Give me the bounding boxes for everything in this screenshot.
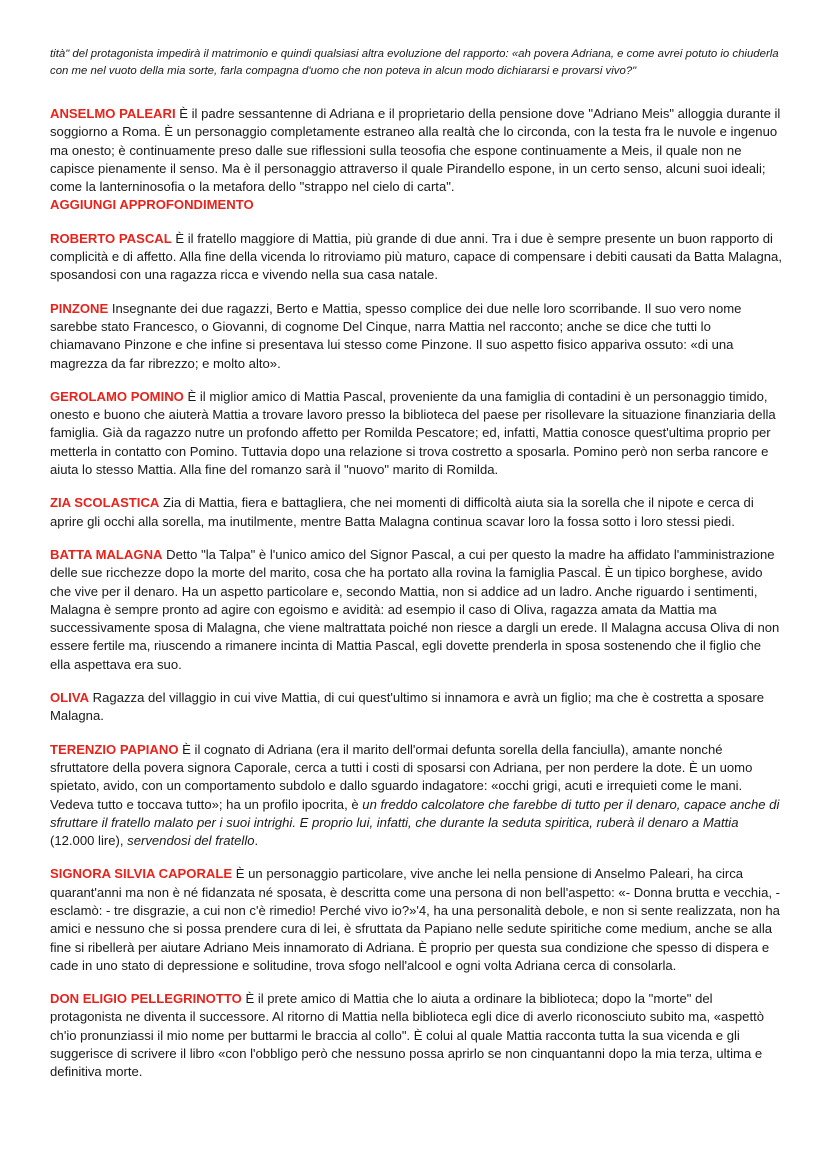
character-description: È un personaggio particolare, vive anche lei nella pensione di Anselmo Paleari, ha circa quarant'anni ma non è né fidanzata né sposata, è descritta come una persona di non bell'aspetto: «- Donna brutta e vecchia, - esclamò: - tre disgrazie, a cui non c'è rimedio! Perché vivo io?»'4, ha una personalità debole, e non si sente realizzata, non ha amici e nessuno che si possa prendere cura di lei, è sfruttata da Papiano nelle sedute spiritiche come medium, anche se alla fine si ribellerà per aiutare Adriano Meis innamorato di Adriana. È proprio per questa sua condizione che spesso di dispera e cade in uno stato di depressione e solitudine, trova sfogo nell'alcool e ogni volta Adriana cerca di consolarla. (50, 866, 780, 973)
italic-phrase: servendosi del fratello (127, 833, 255, 849)
character-description: È il miglior amico di Mattia Pascal, proveniente da una famiglia di contadini è un personaggio timido, onesto e buono che aiuterà Mattia a trovare lavoro presso la biblioteca del paese per risollevare la situazione finanziaria della famiglia. Già da ragazzo nutre un profondo affetto per Romilda Pescatore; ed, infatti, Mattia conosce quest'ultima proprio per metterla in contatto con Pomino. Tuttavia dopo una relazione si trova costretto a sposarla. Pomino però non serba rancore e aiuta lo stesso Mattia. Alla fine del romanzo sarà il "nuovo" marito di Romilda. (50, 388, 776, 478)
character-name: PINZONE (50, 300, 109, 316)
entry-oliva (50, 689, 784, 726)
character-description: È il fratello maggiore di Mattia, più grande di due anni. Tra i due è sempre presente un buon rapporto di complicità e di affetto. Alla fine della vicenda lo ritroviamo più maturo, capace di compensare i debiti causati da Batta Malagna, sposandosi con una ragazza ricca e vivendo nella sua casa natale. (50, 230, 782, 283)
character-name: ANSELMO PALEARI (50, 106, 176, 121)
entry-zia-scolastica (50, 494, 784, 531)
character-name: SIGNORA SILVIA CAPORALE (50, 866, 233, 882)
character-name: ROBERTO PASCAL (50, 230, 172, 246)
character-description: È il cognato di Adriana (era il marito dell'ormai defunta sorella della fanciulla), amante nonché sfruttatore della povera signora Caporale, cerca a tutti i costi di sposarsi con Adriana, per non perdere la dote. È un uomo spietato, avido, con un comportamento subdolo e dallo sguardo indagatore: «occhi grigi, acuti e irrequieti come le mani. Vedeva tutto e toccava tutto»; ha un profilo ipocrita, è (50, 741, 753, 812)
character-description-cont: (12.000 lire), (50, 833, 128, 849)
character-description: Zia di Mattia, fiera e battagliera, che nei momenti di difficoltà aiuta sia la sorella che il nipote e cerca di aprire gli occhi alla sorella, ma inutilmente, mentre Batta Malagna continua scavar loro la fossa sotto i loro stessi piedi. (50, 495, 754, 529)
intro-paragraph: tità" del protagonista impedirà il matrimonio e quindi qualsiasi altra evoluzione del rapporto: «ah povera Adriana, e come avrei potuto io chiuderla con me nel vuoto della mia sorte, farla compagna d'uomo che non poteva in alcun modo dichiararsi e provarsi vivo?" (50, 48, 779, 77)
character-name: DON ELIGIO PELLEGRINOTTO (50, 991, 242, 1007)
character-name: BATTA MALAGNA (50, 546, 163, 562)
entry-terenzio-papiano (50, 741, 784, 851)
character-description: Detto "la Talpa" è l'unico amico del Signor Pascal, a cui per questo la madre ha affidato l'amministrazione delle sue ricchezze dopo la morte del marito, cosa che ha portato alla rovina la famiglia Pascal. È un tipico borghese, avido che vive per il denaro. Ha un aspetto particolare e, secondo Mattia, non si addice ad un ladro. Anche riguardo i sentimenti, Malagna è sempre pronto ad agire con egoismo e avidità: ad esempio il caso di Oliva, ragazza amata da Mattia ma successivamente sposa di Malagna, che viene maltrattata poiché non riesce a dargli un erede. Il Malagna accusa Oliva di non essere fertile ma, riuscendo a rimanere incinta di Mattia Pascal, egli dovette prenderla in sposa sostenendo che il figlio che ella aspettava era suo. (50, 546, 780, 672)
entry-anselmo-paleari (50, 105, 784, 215)
character-description: Insegnante dei due ragazzi, Berto e Mattia, spesso complice dei due nelle loro scorribande. Il suo vero nome sarebbe stato Francesco, o Giovanni, di cognome Del Cinque, narra Mattia nel racconto; anche se dice che tutti lo chiamavano Pinzone e che infine si presentava lui stesso come Pinzone. Il suo aspetto fisico appariva ossuto: «di una magrezza da far ribrezzo; e molto alto». (50, 300, 742, 371)
character-description-end: . (254, 833, 259, 849)
entry-roberto-pascal (50, 230, 784, 285)
character-name: ZIA SCOLASTICA (50, 495, 160, 511)
entry-silvia-caporale (50, 865, 784, 975)
character-name: OLIVA (50, 690, 90, 706)
character-name: GEROLAMO POMINO (50, 388, 184, 404)
entry-pinzone (50, 300, 784, 373)
italic-phrase: un freddo calcolatore che farebbe di tutto per il denaro, capace anche di sfruttare il fratello malato per i suoi intrighi. E proprio lui, infatti, che durante la seduta spiritica, ruberà il denaro a Mattia (50, 796, 780, 830)
character-description: È il prete amico di Mattia che lo aiuta a ordinare la biblioteca; dopo la "morte" del protagonista ne diventa il successore. Al ritorno di Mattia nella biblioteca egli dice di averlo riconosciuto subito ma, «aspettò ch'io pronunziassi il mio nome per buttarmi le braccia al collo". È colui al quale Mattia racconta tutta la sua vicenda e gli suggerisce di scrivere il libro «con l'obbligo però che nessuno possa aprirlo se non cinquantanni dopo la mia terza, ultima e definitiva morte. (50, 991, 765, 1080)
character-name: TERENZIO PAPIANO (50, 741, 179, 757)
todo-note: AGGIUNGI APPROFONDIMENTO (50, 197, 254, 213)
entry-don-eligio-pellegrinotto (50, 990, 784, 1081)
entry-batta-malagna (50, 546, 784, 674)
character-description: È il padre sessantenne di Adriana e il proprietario della pensione dove "Adriano Meis" alloggia durante il soggiorno a Roma. È un personaggio completamente estraneo alla realtà che lo circonda, con la testa fra le nuvole e ingenuo ma onesto; è continuamente preso dalle sue riflessioni sulla teosofia che espone continuamente a Meis, il quale non ne capisce pienamente il senso. Ma è il personaggio attraverso il quale Pirandello espone, in un certo senso, alcuni suoi ideali; come la lanterninosofia o la metafora dello "strappo nel cielo di carta". (50, 106, 781, 195)
character-description: Ragazza del villaggio in cui vive Mattia, di cui quest'ultimo si innamora e avrà un figlio; ma che è costretta a sposare Malagna. (50, 690, 765, 724)
entry-gerolamo-pomino (50, 388, 784, 479)
